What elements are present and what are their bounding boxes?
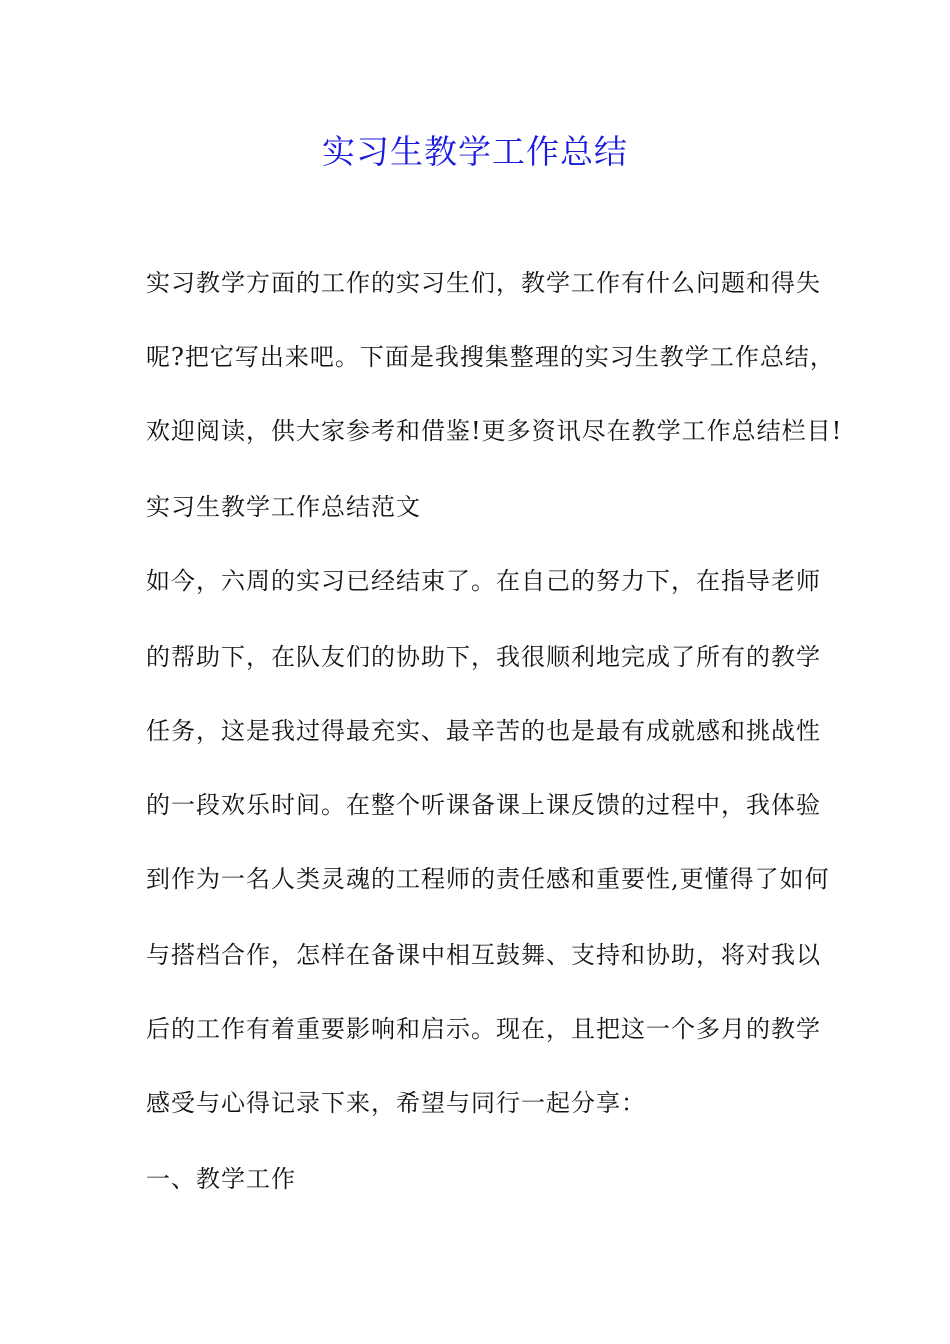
intro-line-1: 实习教学方面的工作的实习生们，教学工作有什么问题和得失 (146, 269, 821, 297)
body-line-1: 如今，六周的实习已经结束了。在自己的努力下，在指导老师 (146, 567, 821, 595)
intro-line-2: 呢?把它写出来吧。下面是我搜集整理的实习生教学工作总结， (146, 343, 835, 371)
body-line-8: 感受与心得记录下来，希望与同行一起分享： (146, 1089, 646, 1117)
section-heading-teaching: 一、教学工作 (146, 1165, 296, 1193)
body-line-3: 任务，这是我过得最充实、最辛苦的也是最有成就感和挑战性 (146, 717, 821, 745)
document-title: 实习生教学工作总结 (322, 132, 628, 171)
body-line-7: 后的工作有着重要影响和启示。现在，且把这一个多月的教学 (146, 1015, 821, 1043)
body-line-2: 的帮助下，在队友们的协助下，我很顺利地完成了所有的教学 (146, 643, 821, 671)
section-heading-sample: 实习生教学工作总结范文 (146, 493, 421, 521)
body-line-5: 到作为一名人类灵魂的工程师的责任感和重要性,更懂得了如何 (146, 865, 830, 893)
body-line-6: 与搭档合作，怎样在备课中相互鼓舞、支持和协助，将对我以 (146, 941, 821, 969)
body-line-4: 的一段欢乐时间。在整个听课备课上课反馈的过程中，我体验 (146, 791, 821, 819)
intro-line-3: 欢迎阅读，供大家参考和借鉴!更多资讯尽在教学工作总结栏目! (146, 417, 843, 445)
